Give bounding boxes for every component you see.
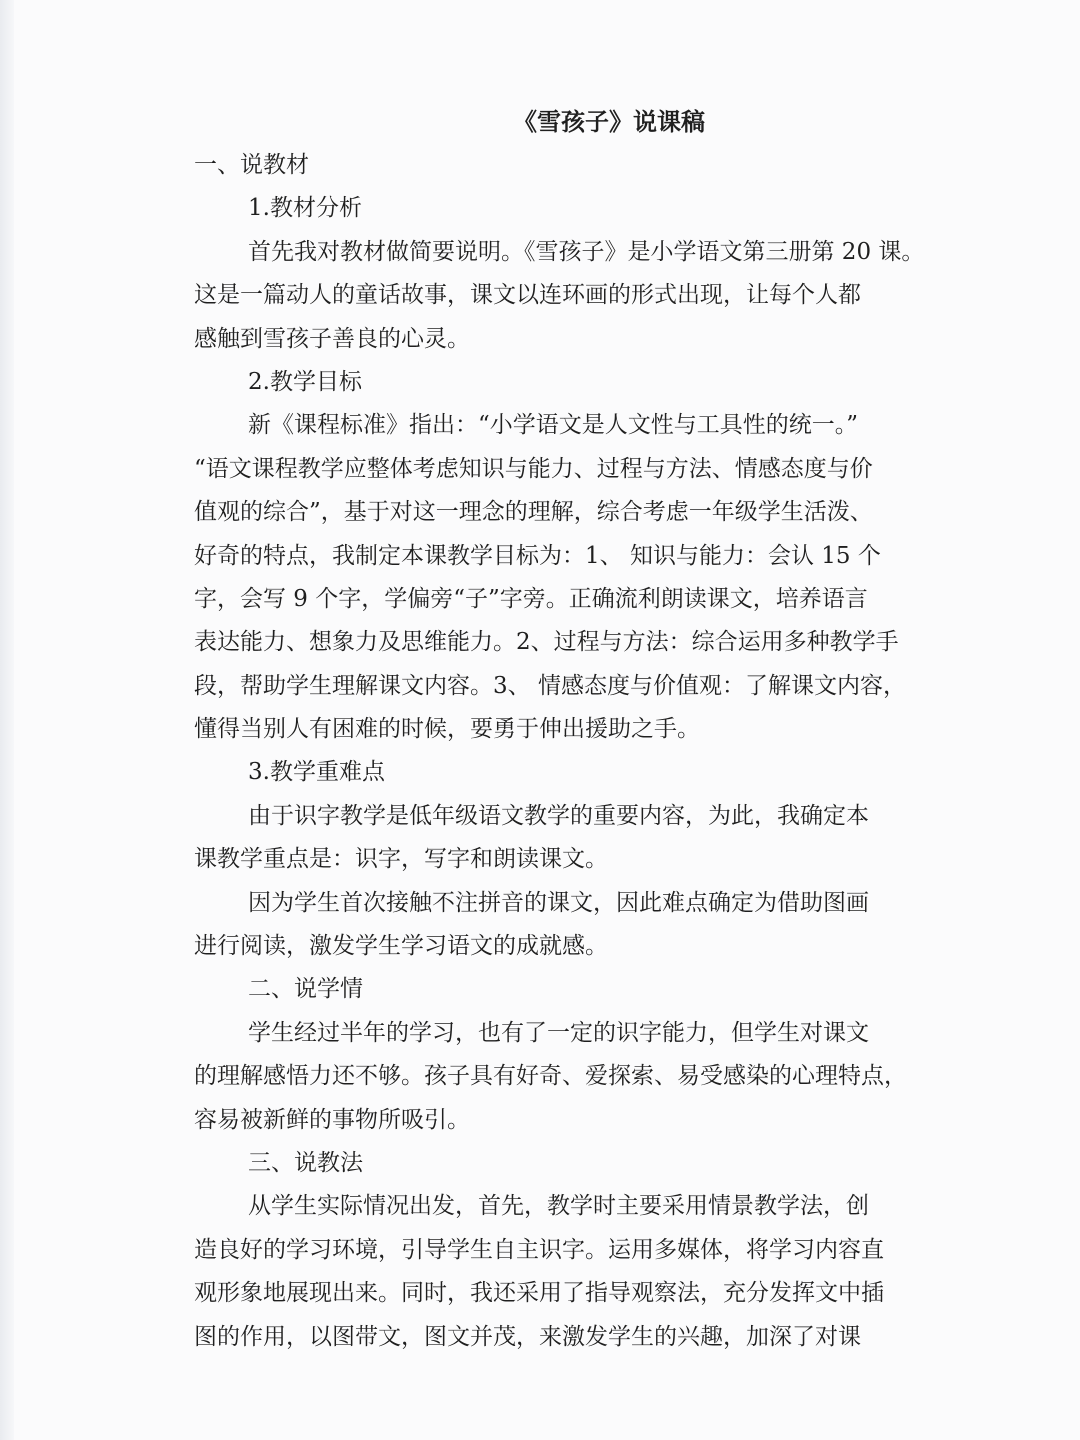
text-line: 3.教学重难点 [248,759,385,786]
text-line: 字，会写 9 个字，学偏旁“子”字旁。正确流利朗读课文，培养语言 [194,585,868,612]
text-line: 图的作用，以图带文，图文并茂，来激发学生的兴趣，加深了对课 [194,1323,861,1350]
text-line: 的理解感悟力还不够。孩子具有好奇、爱探索、易受感染的心理特点， [194,1063,907,1090]
text-line: 观形象地展现出来。同时，我还采用了指导观察法，充分发挥文中插 [194,1280,884,1307]
text-line: 进行阅读，激发学生学习语文的成就感。 [194,933,608,960]
text-line: 学生经过半年的学习，也有了一定的识字能力，但学生对课文 [248,1019,869,1046]
text-line: 感触到雪孩子善良的心灵。 [194,325,470,352]
text-line: 三、说教法 [248,1149,363,1176]
text-line: 懂得当别人有困难的时候，要勇于伸出援助之手。 [194,716,700,743]
text-line: 2.教学目标 [248,368,362,395]
text-line: 二、说学情 [248,976,363,1003]
text-line: “语文课程教学应整体考虑知识与能力、过程与方法、情感态度与价 [194,455,873,482]
text-line: 一、说教材 [194,152,309,178]
text-line: 好奇的特点，我制定本课教学目标为：1、 知识与能力：会认 15 个 [194,542,881,569]
text-line: 段，帮助学生理解课文内容。3、 情感态度与价值观：了解课文内容， [194,672,906,699]
text-line: 课教学重点是：识字，写字和朗读课文。 [194,846,608,873]
document-title: 《雪孩子》说课稿 [513,108,705,136]
text-line: 这是一篇动人的童话故事，课文以连环画的形式出现，让每个人都 [194,282,861,309]
text-line: 由于识字教学是低年级语文教学的重要内容，为此，我确定本 [248,802,869,829]
text-line: 表达能力、想象力及思维能力。2、过程与方法：综合运用多种教学手 [194,629,899,656]
text-line: 从学生实际情况出发，首先，教学时主要采用情景教学法，创 [248,1193,869,1220]
document-body [194,144,994,1359]
text-line: 容易被新鲜的事物所吸引。 [194,1106,470,1133]
page-left-edge [0,0,14,1440]
text-line: 1.教材分析 [248,195,362,222]
text-line: 因为学生首次接触不注拼音的课文，因此难点确定为借助图画 [248,889,869,916]
text-line: 造良好的学习环境，引导学生自主识字。运用多媒体，将学习内容直 [194,1236,884,1263]
document-page [194,100,994,1359]
text-line: 新《课程标准》指出：“小学语文是人文性与工具性的统一。” [248,412,859,439]
text-line: 首先我对教材做简要说明。《雪孩子》是小学语文第三册第 20 课。 [248,238,925,265]
text-line: 值观的综合”，基于对这一理念的理解，综合考虑一年级学生活泼、 [194,499,873,526]
